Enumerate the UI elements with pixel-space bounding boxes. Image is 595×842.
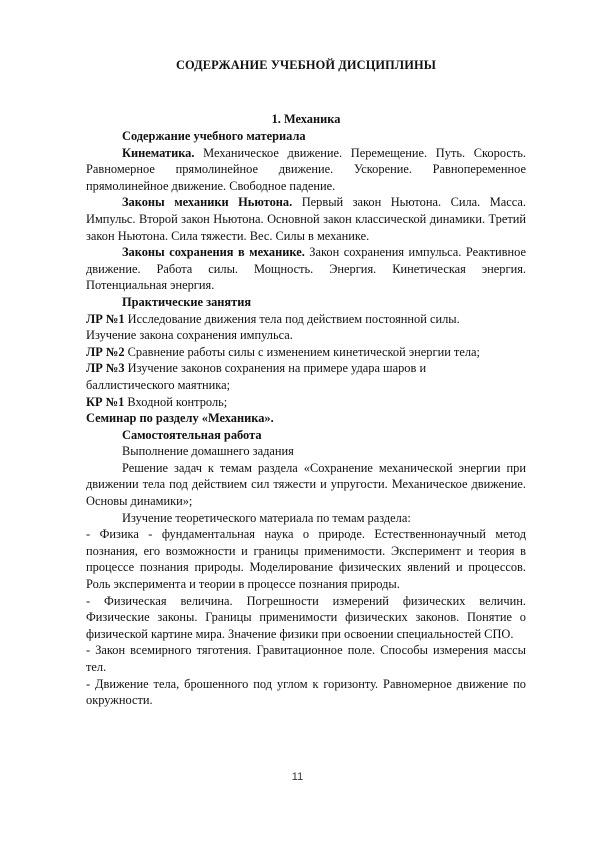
lab-work-1-text: Исследование движения тела под действием постоянной силы. xyxy=(124,311,460,326)
theory-intro: Изучение теоретического материала по темам раздела: xyxy=(122,510,411,525)
text-newton: Первый закон Ньютона. Сила. Масса. Импульс. Второй закон Ньютона. Основной закон классической динамики. Третий закон Ньютона. Сила тяжести. Вес. Силы в механике. xyxy=(86,195,527,243)
lab-work-1-line2: Изучение закона сохранения импульса. xyxy=(86,328,293,343)
lab-work-3 xyxy=(86,360,526,377)
lab-work-2-label: ЛР №2 xyxy=(86,344,125,359)
theory-item: - Движение тела, брошенного под углом к горизонту. Равномерное движение по окружности. xyxy=(86,676,526,708)
lab-work-1-label: ЛР №1 xyxy=(86,311,125,326)
homework-line: Выполнение домашнего задания xyxy=(122,444,294,459)
lab-work-2 xyxy=(86,344,526,361)
paragraph-newton xyxy=(86,194,526,244)
page-number: 11 xyxy=(291,771,304,783)
text-conservation: Закон сохранения импульса. Реактивное движение. Работа силы. Мощность. Энергия. Кинетическая энергия. Потенциальная энергия. xyxy=(86,245,526,293)
lab-work-1 xyxy=(86,311,526,328)
section-heading: 1. Механика xyxy=(271,112,341,126)
control-work-1 xyxy=(86,394,526,411)
term-kinematics: Кинематика. xyxy=(122,145,195,160)
practical-heading: Практические занятия xyxy=(122,294,252,309)
control-work-1-text: Входной контроль; xyxy=(124,394,228,409)
document-body xyxy=(86,128,526,709)
lab-work-3-label: ЛР №3 xyxy=(86,361,125,376)
lab-work-3-text: Изучение законов сохранения на примере удара шаров и xyxy=(124,361,427,376)
seminar-line: Семинар по разделу «Механика». xyxy=(86,411,274,426)
term-conservation: Законы сохранения в механике. xyxy=(122,245,305,260)
theory-item: - Физическая величина. Погрешности измерений физических величин. Физические законы. Границы применимости физических законов. Понятие о физической картине мира. Значение физики при освоении специальностей СПО. xyxy=(86,593,526,641)
text-kinematics: Механическое движение. Перемещение. Путь. Скорость. Равномерное прямолинейное движение. Ускорение. Равнопеременное прямолинейное движение. Свободное падение. xyxy=(86,145,526,193)
self-study-heading: Самостоятельная работа xyxy=(122,427,262,442)
paragraph-conservation xyxy=(86,244,526,294)
theory-item: - Физика - фундаментальная наука о природе. Естественнонаучный метод познания, его возможности и границы применимости. Эксперимент и теория в процессе познания природы. Моделирование физических явлений и процессов. Роль эксперимента и теории в процессе познания природы. xyxy=(86,527,526,592)
term-newton: Законы механики Ньютона. xyxy=(122,195,293,210)
theory-item: - Закон всемирного тяготения. Гравитационное поле. Способы измерения массы тел. xyxy=(86,643,526,674)
lab-work-3-line2: баллистического маятника; xyxy=(86,377,231,392)
lab-work-2-text: Сравнение работы силы с изменением кинетической энергии тела; xyxy=(124,344,480,359)
paragraph-kinematics xyxy=(86,145,526,195)
tasks-paragraph: Решение задач к темам раздела «Сохранение механической энергии при движении тела под действием сил тяжести и упругости. Механическое движение. Основы динамики»; xyxy=(86,460,526,509)
content-heading: Содержание учебного материала xyxy=(122,129,306,143)
page-title: СОДЕРЖАНИЕ УЧЕБНОЙ ДИСЦИПЛИНЫ xyxy=(176,58,436,72)
control-work-1-label: КР №1 xyxy=(86,394,125,409)
